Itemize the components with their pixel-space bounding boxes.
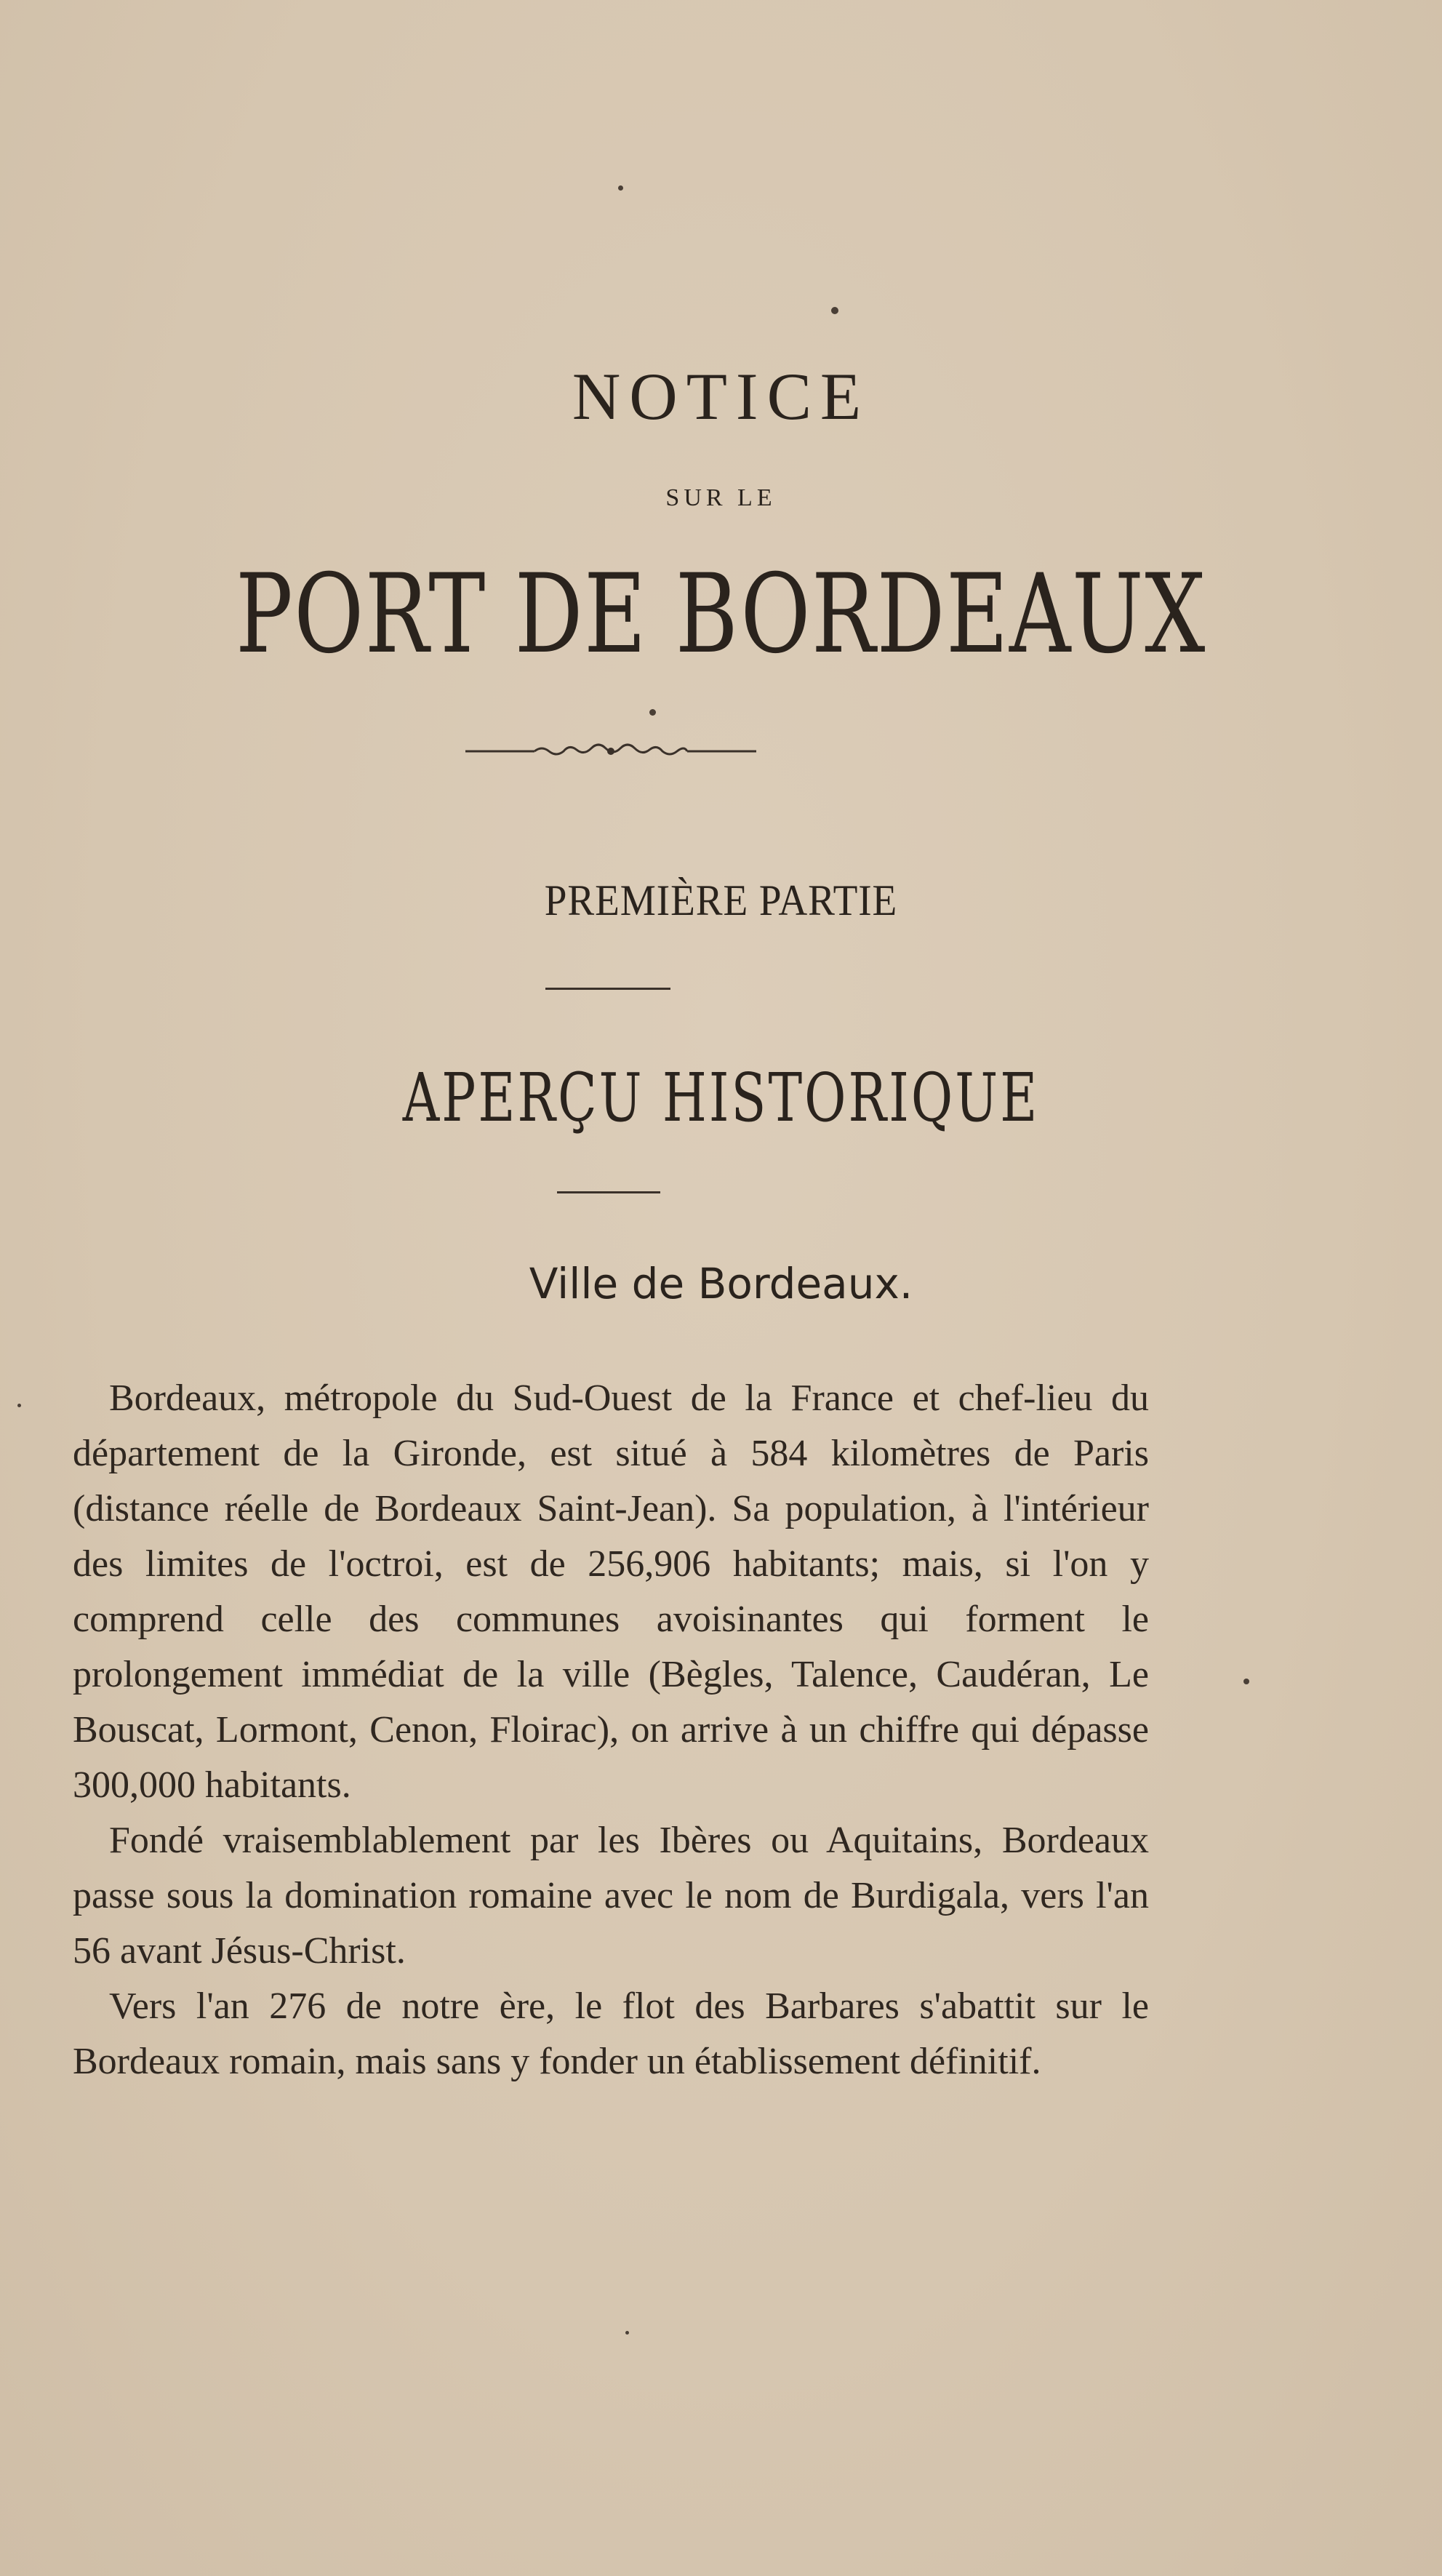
section-heading: APERÇU HISTORIQUE: [402, 1059, 1040, 1137]
ornament-divider: [465, 735, 756, 768]
paper-speck: [1243, 1679, 1249, 1684]
subsection-heading: Ville de Bordeaux.: [529, 1259, 913, 1308]
part-heading: PREMIÈRE PARTIE: [544, 876, 898, 924]
paper-speck: [649, 709, 656, 716]
sur-le-subtitle: SUR LE: [665, 484, 777, 511]
divider-rule: [545, 988, 670, 990]
paper-speck: [618, 185, 623, 191]
paragraph: Bordeaux, métropole du Sud-Ouest de la France et chef-lieu du département de la Gironde, est situé à 584 kilomètres de Paris (distance réelle de Bordeaux Saint-Jean). Sa population, à l'intérieur des limites de l'octroi, est de 256,906 habitants; mais, si l'on y comprend celle des communes avoisinantes qui forment le prolongement immédiat de la ville (Bègles, Talence, Caudéran, Le Bouscat, Lormont, Cenon, Floirac), on arrive à un chiffre qui dépasse 300,000 habitants.: [73, 1377, 1149, 1806]
divider-rule: [557, 1191, 660, 1193]
paper-speck: [625, 2331, 629, 2335]
notice-title: NOTICE: [572, 359, 870, 433]
paragraph: Fondé vraisemblablement par les Ibères ou Aquitains, Bordeaux passe sous la domination romaine avec le nom de Burdigala, vers l'an 56 avant Jésus-Christ.: [73, 1820, 1149, 1972]
paper-speck: [17, 1404, 21, 1407]
paper-speck: [831, 307, 838, 314]
main-title: PORT DE BORDEAUX: [235, 551, 1207, 678]
paragraph: Vers l'an 276 de notre ère, le flot des Barbares s'abattit sur le Bordeaux romain, mais sans y fonder un établissement définitif.: [73, 1985, 1149, 2082]
body-text: [73, 1371, 1149, 2089]
